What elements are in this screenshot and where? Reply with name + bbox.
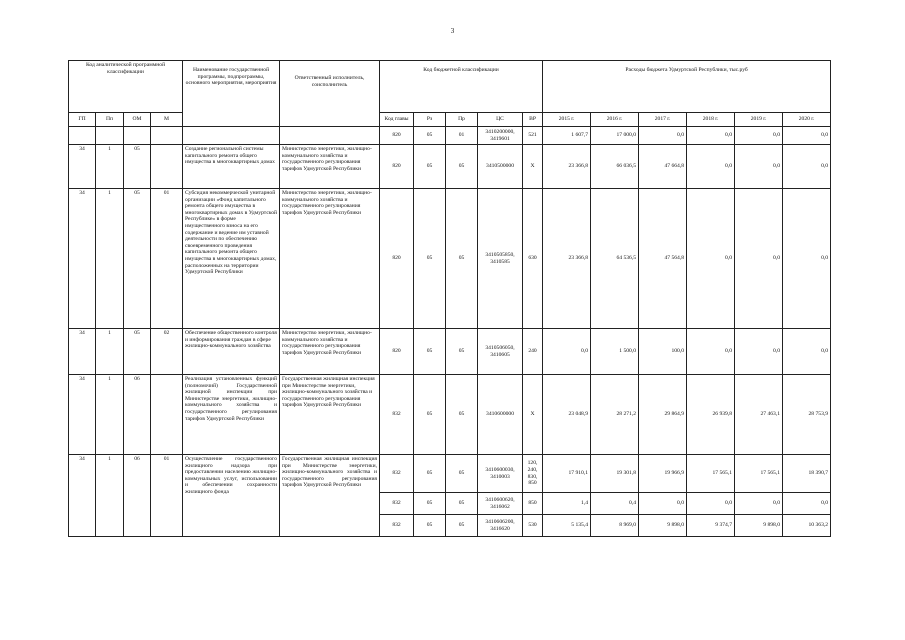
cell-2018: 0,0 (687, 127, 735, 145)
cell-pp: 1 (96, 329, 124, 375)
cell-2017: 0,0 (639, 493, 687, 515)
cell-glava: 832 (380, 493, 414, 515)
table-row (69, 127, 831, 145)
cell-rz: 05 (414, 145, 446, 189)
header-gp: ГП (69, 113, 96, 127)
cell-gp: 34 (69, 145, 96, 189)
cell-name (183, 127, 280, 145)
cell-2016: 0,4 (591, 493, 639, 515)
cell-executor: Государственная жилищная инспекция при Министерстве энергетики, жилищно-коммунального хозяйства и государственного регулирования тарифов Удмуртской Республики (280, 375, 380, 455)
cell-vr: 850 (523, 493, 543, 515)
cell-vr: 530 (523, 515, 543, 537)
cell-2016: 64 536,5 (591, 189, 639, 329)
header-prog-code: Код аналитической программной классификации (69, 61, 183, 113)
cell-pp: 1 (96, 145, 124, 189)
header-row-1 (69, 61, 831, 113)
cell-2019: 17 565,1 (735, 455, 783, 493)
cell-gp: 34 (69, 329, 96, 375)
cell-executor: Министерство энергетики, жилищно-коммунального хозяйства и государственного регулирования тарифов Удмуртской Республики (280, 145, 380, 189)
cell-glava: 820 (380, 189, 414, 329)
cell-glava: 832 (380, 515, 414, 537)
cell-2015: 23 366,8 (543, 189, 591, 329)
header-year-2017: 2017 г. (639, 113, 687, 127)
cell-2019: 0,0 (735, 127, 783, 145)
cell-pr: 05 (446, 329, 478, 375)
header-cs: ЦС (478, 113, 523, 127)
header-year-2020: 2020 г. (783, 113, 831, 127)
cell-2020: 10 363,2 (783, 515, 831, 537)
cell-executor: Министерство энергетики, жилищно-коммунального хозяйства и государственного регулирования тарифов Удмуртской Республики (280, 329, 380, 375)
cell-vr: 521 (523, 127, 543, 145)
cell-2015: 23 366,8 (543, 145, 591, 189)
cell-m (151, 145, 183, 189)
cell-rz: 05 (414, 515, 446, 537)
cell-pr: 05 (446, 455, 478, 493)
cell-2018: 0,0 (687, 189, 735, 329)
cell-rz: 05 (414, 329, 446, 375)
header-year-2019: 2019 г. (735, 113, 783, 127)
cell-2019: 0,0 (735, 189, 783, 329)
budget-table (68, 60, 831, 537)
cell-vr: X (523, 375, 543, 455)
cell-glava: 832 (380, 375, 414, 455)
cell-2019: 0,0 (735, 145, 783, 189)
cell-cs: 3410606200, 3416620 (478, 515, 523, 537)
cell-2017: 100,0 (639, 329, 687, 375)
cell-2017: 9 898,0 (639, 515, 687, 537)
table-row (69, 375, 831, 455)
cell-om: 05 (124, 145, 151, 189)
header-pr: Пр (446, 113, 478, 127)
cell-om: 05 (124, 189, 151, 329)
cell-glava: 820 (380, 127, 414, 145)
table-row (69, 189, 831, 329)
table-row (69, 329, 831, 375)
cell-pr: 05 (446, 493, 478, 515)
cell-om: 05 (124, 329, 151, 375)
cell-rz: 05 (414, 127, 446, 145)
cell-2017: 47 564,8 (639, 189, 687, 329)
cell-gp: 34 (69, 189, 96, 329)
cell-name: Обеспечение общественного контроля и информирования граждан в сфере жилищно-коммунального хозяйства (183, 329, 280, 375)
cell-rz: 05 (414, 455, 446, 493)
cell-om: 06 (124, 375, 151, 455)
cell-cs: 3410505850, 3410585 (478, 189, 523, 329)
cell-cs: 3410506050, 3410605 (478, 329, 523, 375)
cell-cs: 3410600620, 3416062 (478, 493, 523, 515)
cell-2015: 23 048,9 (543, 375, 591, 455)
header-budget-code: Код бюджетной классификации (380, 61, 543, 113)
cell-executor: Государственная жилищная инспекция при Министерстве энергетики, жилищно-коммунального хозяйства и государственного регулирования тарифов Удмуртской Республики (280, 455, 380, 537)
cell-om: 06 (124, 455, 151, 537)
cell-pp (96, 127, 124, 145)
cell-2020: 0,0 (783, 329, 831, 375)
header-om: ОМ (124, 113, 151, 127)
cell-m: 02 (151, 329, 183, 375)
cell-m (151, 127, 183, 145)
cell-pp: 1 (96, 455, 124, 537)
cell-2017: 19 966,9 (639, 455, 687, 493)
cell-2017: 47 664,8 (639, 145, 687, 189)
cell-rz: 05 (414, 189, 446, 329)
cell-2016: 17 000,0 (591, 127, 639, 145)
cell-pr: 05 (446, 189, 478, 329)
header-kod-glavy: Код главы (380, 113, 414, 127)
cell-2019: 9 898,0 (735, 515, 783, 537)
cell-2015: 0,0 (543, 329, 591, 375)
table-row (69, 455, 831, 493)
cell-vr: 630 (523, 189, 543, 329)
cell-2018: 9 374,7 (687, 515, 735, 537)
cell-2016: 19 301,8 (591, 455, 639, 493)
header-year-2015: 2015 г. (543, 113, 591, 127)
cell-2016: 28 271,2 (591, 375, 639, 455)
cell-executor: Министерство энергетики, жилищно-коммунального хозяйства и государственного регулирования тарифов Удмуртской Республики (280, 189, 380, 329)
cell-2015: 1 607,7 (543, 127, 591, 145)
cell-2015: 17 910,1 (543, 455, 591, 493)
cell-2016: 1 500,0 (591, 329, 639, 375)
header-expenses: Расходы бюджета Удмуртской Республики, тыс.руб (543, 61, 831, 113)
cell-2017: 29 864,9 (639, 375, 687, 455)
cell-m (151, 375, 183, 455)
cell-2020: 18 390,7 (783, 455, 831, 493)
cell-2016: 66 036,5 (591, 145, 639, 189)
cell-gp (69, 127, 96, 145)
cell-pp: 1 (96, 375, 124, 455)
cell-pr: 05 (446, 145, 478, 189)
cell-2020: 0,0 (783, 127, 831, 145)
cell-rz: 05 (414, 375, 446, 455)
cell-2019: 0,0 (735, 493, 783, 515)
cell-vr: 120, 240, 830, 850 (523, 455, 543, 493)
cell-gp: 34 (69, 375, 96, 455)
cell-2019: 0,0 (735, 329, 783, 375)
cell-cs: 3410500000 (478, 145, 523, 189)
cell-pp: 1 (96, 189, 124, 329)
cell-gp: 34 (69, 455, 96, 537)
cell-om (124, 127, 151, 145)
cell-pr: 05 (446, 515, 478, 537)
cell-pr: 01 (446, 127, 478, 145)
header-rz: Рз (414, 113, 446, 127)
cell-2020: 0,0 (783, 493, 831, 515)
cell-pr: 05 (446, 375, 478, 455)
cell-2020: 28 753,9 (783, 375, 831, 455)
header-vr: ВР (523, 113, 543, 127)
cell-2017: 0,0 (639, 127, 687, 145)
cell-m: 01 (151, 189, 183, 329)
cell-glava: 832 (380, 455, 414, 493)
cell-2016: 8 969,0 (591, 515, 639, 537)
cell-2018: 17 565,1 (687, 455, 735, 493)
cell-2020: 0,0 (783, 189, 831, 329)
header-year-2018: 2018 г. (687, 113, 735, 127)
cell-rz: 05 (414, 493, 446, 515)
cell-2015: 1,4 (543, 493, 591, 515)
cell-cs: 3410600000 (478, 375, 523, 455)
cell-2020: 0,0 (783, 145, 831, 189)
cell-name: Реализация установленных функций (полномочий) Государственной жилищной инспекции при Министерстве энергетики, жилищно-коммунального хозяйства и государственного регулирования тарифов Удмуртской Республики (183, 375, 280, 455)
page-number: 3 (450, 27, 455, 35)
cell-name: Создание региональной системы капитального ремонта общего имущества в многоквартирных домах (183, 145, 280, 189)
cell-2018: 0,0 (687, 145, 735, 189)
header-executor: Ответственный исполнитель, соисполнитель (280, 61, 380, 127)
header-year-2016: 2016 г. (591, 113, 639, 127)
cell-glava: 820 (380, 145, 414, 189)
cell-2019: 27 463,1 (735, 375, 783, 455)
cell-vr: X (523, 145, 543, 189)
header-pp: Пп (96, 113, 124, 127)
cell-name: Субсидия некоммерческой унитарной организации «Фонд капитального ремонта общего имущества в многоквартирных домах в Удмуртской Республике» в форме имущественного взноса на его содержание и ведение им уставной деятельности по обеспечению своевременного проведения капитального ремонта общего имущества в многоквартирных домах, расположенных на территории Удмуртской Республики (183, 189, 280, 329)
cell-2015: 5 135,4 (543, 515, 591, 537)
header-m: М (151, 113, 183, 127)
cell-glava: 820 (380, 329, 414, 375)
header-name: Наименование государственной программы, подпрограммы, основного мероприятия, мероприятия (183, 61, 280, 127)
cell-m: 01 (151, 455, 183, 537)
cell-name: Осуществление государственного жилищного надзора при предоставлении населению жилищно-коммунальных услуг, использовании и обеспечении сохранности жилищного фонда (183, 455, 280, 537)
cell-cs: 3410600030, 3410003 (478, 455, 523, 493)
cell-2018: 0,0 (687, 493, 735, 515)
cell-cs: 3410200000, 3419601 (478, 127, 523, 145)
cell-executor (280, 127, 380, 145)
cell-2018: 26 939,8 (687, 375, 735, 455)
table-row (69, 145, 831, 189)
cell-vr: 240 (523, 329, 543, 375)
cell-2018: 0,0 (687, 329, 735, 375)
